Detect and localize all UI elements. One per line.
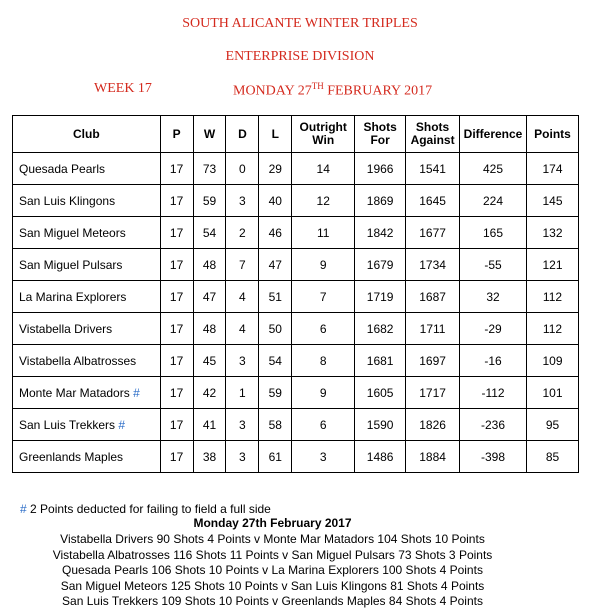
- col-header-played: P: [160, 116, 193, 153]
- club-name: San Luis Trekkers: [19, 417, 116, 432]
- club-name: San Luis Klingons: [19, 193, 116, 208]
- points-cell: 101: [527, 377, 579, 409]
- outright-win-cell: 14: [292, 153, 355, 185]
- club-cell: [13, 185, 161, 217]
- table-header-row: [13, 116, 579, 153]
- outright-win-cell: 6: [292, 313, 355, 345]
- won-cell: 59: [193, 185, 226, 217]
- outright-win-cell: 9: [292, 249, 355, 281]
- club-cell: [13, 249, 161, 281]
- shots-for-cell: 1842: [355, 217, 406, 249]
- result-line: Vistabella Drivers 90 Shots 4 Points v Monte Mar Matadors 104 Shots 10 Points: [60, 532, 485, 546]
- difference-cell: 224: [460, 185, 527, 217]
- shots-against-cell: 1884: [406, 441, 460, 473]
- points-cell: 132: [527, 217, 579, 249]
- table-row: [13, 249, 579, 281]
- played-cell: 17: [160, 409, 193, 441]
- won-cell: 45: [193, 345, 226, 377]
- lost-cell: 29: [259, 153, 292, 185]
- club-cell: [13, 345, 161, 377]
- club-name: San Miguel Pulsars: [19, 257, 123, 272]
- played-cell: 17: [160, 313, 193, 345]
- shots-for-cell: 1869: [355, 185, 406, 217]
- col-header-shots-against: Shots Against: [406, 116, 460, 153]
- outright-win-cell: 12: [292, 185, 355, 217]
- table-row: [13, 313, 579, 345]
- shots-for-cell: 1719: [355, 281, 406, 313]
- points-cell: 145: [527, 185, 579, 217]
- difference-cell: -236: [460, 409, 527, 441]
- won-cell: 41: [193, 409, 226, 441]
- won-cell: 48: [193, 249, 226, 281]
- drawn-cell: 3: [226, 345, 259, 377]
- difference-cell: -29: [460, 313, 527, 345]
- club-cell: [13, 409, 161, 441]
- table-row: [13, 441, 579, 473]
- won-cell: 38: [193, 441, 226, 473]
- hash-mark: #: [133, 385, 140, 400]
- drawn-cell: 3: [226, 409, 259, 441]
- drawn-cell: 4: [226, 281, 259, 313]
- won-cell: 54: [193, 217, 226, 249]
- drawn-cell: 4: [226, 313, 259, 345]
- club-cell: [13, 377, 161, 409]
- lost-cell: 54: [259, 345, 292, 377]
- won-cell: 42: [193, 377, 226, 409]
- table-body: [13, 153, 579, 473]
- lost-cell: 46: [259, 217, 292, 249]
- shots-against-cell: 1826: [406, 409, 460, 441]
- date-label: [233, 81, 432, 100]
- won-cell: 47: [193, 281, 226, 313]
- shots-against-cell: 1711: [406, 313, 460, 345]
- result-line: San Luis Trekkers 109 Shots 10 Points v Greenlands Maples 84 Shots 4 Points: [62, 594, 483, 608]
- lost-cell: 58: [259, 409, 292, 441]
- difference-cell: -16: [460, 345, 527, 377]
- drawn-cell: 1: [226, 377, 259, 409]
- won-cell: 73: [193, 153, 226, 185]
- lost-cell: 51: [259, 281, 292, 313]
- shots-for-cell: 1590: [355, 409, 406, 441]
- shots-against-cell: 1677: [406, 217, 460, 249]
- played-cell: 17: [160, 441, 193, 473]
- won-cell: 48: [193, 313, 226, 345]
- note-text: 2 Points deducted for failing to field a full side: [26, 502, 271, 516]
- hash-mark: #: [20, 502, 27, 516]
- col-header-lost: L: [259, 116, 292, 153]
- col-header-shots-for: Shots For: [355, 116, 406, 153]
- shots-against-cell: 1687: [406, 281, 460, 313]
- standings-table: [12, 115, 579, 473]
- played-cell: 17: [160, 153, 193, 185]
- table-row: [13, 377, 579, 409]
- table-row: [13, 217, 579, 249]
- points-cell: 95: [527, 409, 579, 441]
- result-line: Quesada Pearls 106 Shots 10 Points v La Marina Explorers 100 Shots 4 Points: [62, 563, 483, 577]
- date-sup: TH: [311, 81, 324, 91]
- outright-win-cell: 8: [292, 345, 355, 377]
- col-header-won: W: [193, 116, 226, 153]
- shots-for-cell: 1681: [355, 345, 406, 377]
- shots-for-cell: 1679: [355, 249, 406, 281]
- results-title: Monday 27th February 2017: [193, 516, 352, 530]
- drawn-cell: 7: [226, 249, 259, 281]
- played-cell: 17: [160, 377, 193, 409]
- club-name: Vistabella Albatrosses: [19, 353, 137, 368]
- shots-against-cell: 1541: [406, 153, 460, 185]
- club-name: Quesada Pearls: [19, 161, 106, 176]
- difference-cell: -55: [460, 249, 527, 281]
- shots-against-cell: 1734: [406, 249, 460, 281]
- col-header-drawn: D: [226, 116, 259, 153]
- result-line: Vistabella Albatrosses 116 Shots 11 Points v San Miguel Pulsars 73 Shots 3 Points: [52, 547, 493, 562]
- difference-cell: 425: [460, 153, 527, 185]
- table-row: [13, 281, 579, 313]
- club-cell: [13, 153, 161, 185]
- difference-cell: 32: [460, 281, 527, 313]
- points-cell: 112: [527, 281, 579, 313]
- points-cell: 174: [527, 153, 579, 185]
- lost-cell: 50: [259, 313, 292, 345]
- club-cell: [13, 217, 161, 249]
- col-header-club: Club: [13, 116, 161, 153]
- lost-cell: 59: [259, 377, 292, 409]
- played-cell: 17: [160, 249, 193, 281]
- difference-cell: 165: [460, 217, 527, 249]
- drawn-cell: 3: [226, 441, 259, 473]
- deduction-note: [20, 502, 271, 516]
- difference-cell: -112: [460, 377, 527, 409]
- drawn-cell: 2: [226, 217, 259, 249]
- club-name: San Miguel Meteors: [19, 225, 126, 240]
- shots-for-cell: 1966: [355, 153, 406, 185]
- club-name: Greenlands Maples: [19, 449, 124, 464]
- drawn-cell: 0: [226, 153, 259, 185]
- results-list: [0, 532, 545, 610]
- shots-against-cell: 1645: [406, 185, 460, 217]
- played-cell: 17: [160, 185, 193, 217]
- outright-win-cell: 9: [292, 377, 355, 409]
- outright-win-cell: 7: [292, 281, 355, 313]
- table-row: [13, 153, 579, 185]
- table-row: [13, 185, 579, 217]
- lost-cell: 47: [259, 249, 292, 281]
- shots-against-cell: 1697: [406, 345, 460, 377]
- shots-for-cell: 1486: [355, 441, 406, 473]
- division-title: ENTERPRISE DIVISION: [225, 49, 375, 64]
- date-suffix: FEBRUARY 2017: [323, 83, 433, 99]
- played-cell: 17: [160, 345, 193, 377]
- points-cell: 121: [527, 249, 579, 281]
- points-cell: 109: [527, 345, 579, 377]
- table-row: [13, 409, 579, 441]
- club-cell: [13, 441, 161, 473]
- shots-against-cell: 1717: [406, 377, 460, 409]
- hash-mark: #: [118, 417, 126, 432]
- date-prefix: MONDAY 27: [233, 83, 312, 99]
- club-cell: [13, 281, 161, 313]
- col-header-difference: Difference: [460, 116, 527, 153]
- col-header-points: Points: [527, 116, 579, 153]
- club-name: Monte Mar Matadors: [19, 385, 130, 400]
- drawn-cell: 3: [226, 185, 259, 217]
- lost-cell: 61: [259, 441, 292, 473]
- week-label: WEEK 17: [94, 81, 152, 96]
- outright-win-cell: 6: [292, 409, 355, 441]
- club-name: La Marina Explorers: [19, 289, 127, 304]
- shots-for-cell: 1682: [355, 313, 406, 345]
- points-cell: 112: [527, 313, 579, 345]
- club-name: Vistabella Drivers: [19, 321, 113, 336]
- shots-for-cell: 1605: [355, 377, 406, 409]
- table-row: [13, 345, 579, 377]
- points-cell: 85: [527, 441, 579, 473]
- club-cell: [13, 313, 161, 345]
- difference-cell: -398: [460, 441, 527, 473]
- result-line: San Miguel Meteors 125 Shots 10 Points v San Luis Klingons 81 Shots 4 Points: [60, 578, 485, 593]
- played-cell: 17: [160, 217, 193, 249]
- page-title: SOUTH ALICANTE WINTER TRIPLES: [182, 16, 418, 31]
- played-cell: 17: [160, 281, 193, 313]
- outright-win-cell: 3: [292, 441, 355, 473]
- lost-cell: 40: [259, 185, 292, 217]
- col-header-outright-win: Outright Win: [292, 116, 355, 153]
- outright-win-cell: 11: [292, 217, 355, 249]
